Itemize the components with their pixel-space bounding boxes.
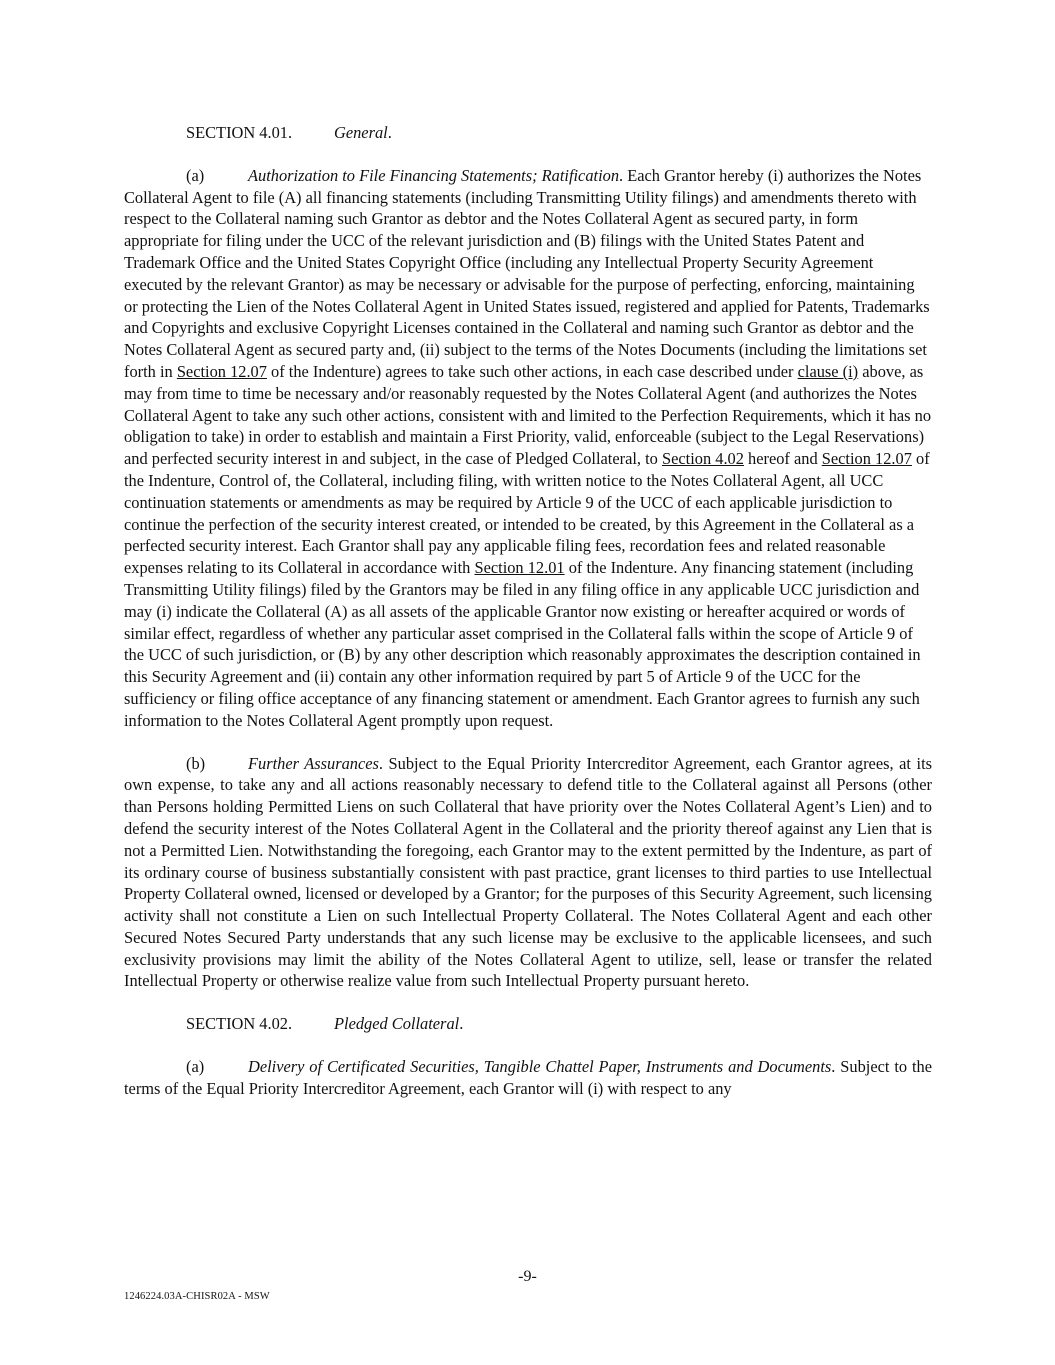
paragraph-text: hereof and	[743, 449, 822, 469]
document-id-footer: 1246224.03A-CHISR02A - MSW	[124, 1291, 270, 1302]
paragraph-marker: (a)	[186, 165, 205, 185]
paragraph-b-further-assurances	[124, 753, 932, 993]
page-number: -9-	[518, 1268, 537, 1285]
section-title: General	[334, 123, 388, 142]
cross-reference: Section 12.01	[474, 558, 565, 578]
paragraph-marker: (a)	[186, 1057, 205, 1077]
cross-reference: Section 12.07	[176, 361, 267, 381]
paragraph-text: of the Indenture) agrees to take such other actions, in each case described under	[266, 361, 798, 381]
paragraph-text: . Each Grantor hereby (i) authorizes the Notes Collateral Agent to file (A) all financing statements (including Transmitting Utility filings) and amendments thereto with respect to the Collateral naming such Grantor as debtor and the Notes Collateral Agent as secured party, in form appropriate for filing under the UCC of the relevant jurisdiction and (B) filings with the United States Patent and Trademark Office and the United States Copyright Office (including any Intellectual Property Security Agreement executed by the relevant Grantor) as may be necessary or advisable for the purpose of perfecting, enforcing, maintaining or protecting the Lien of the Notes Collateral Agent in United States issued, registered and applied for Patents, Trademarks and Copyrights and exclusive Copyright Licenses contained in the Collateral and naming such Grantor as debtor and the Notes Collateral Agent as secured party and, (ii) subject to the terms of the Notes Documents (including the limitations set forth in	[124, 165, 930, 381]
paragraph-marker: (b)	[186, 753, 206, 773]
paragraph-text: . Subject to the Equal Priority Intercreditor Agreement, each Grantor agrees, at its own expense, to take any and all actions reasonably necessary to defend title to the Collateral against all Persons (other than Persons holding Permitted Liens on such Collateral that have priority over the Notes Collateral Agent’s Lien) and to defend the security interest of the Notes Collateral Agent in the Collateral and the priority thereof against any Lien that is not a Permitted Lien. Notwithstanding the foregoing, each Grantor may to the extent permitted by the Indenture, as part of its ordinary course of business substantially consistent with past practice, grant licenses to third parties to use Intellectual Property Collateral owned, licensed or developed by a Grantor; for the purposes of this Security Agreement, such licensing activity shall not constitute a Lien on such Intellectual Property Collateral. The Notes Collateral Agent and each other Secured Notes Secured Party understands that any such license may be exclusive to the applicable licensees, and such exclusivity provisions may limit the ability of the Notes Collateral Agent to utilize, sell, lease or transfer the related Intellectual Property or otherwise realize value from such Intellectual Property pursuant hereto.	[124, 753, 932, 991]
paragraph-title: Delivery of Certificated Securities, Tangible Chattel Paper, Instruments and Documents	[248, 1057, 832, 1077]
document-body	[124, 122, 932, 1121]
paragraph-a-authorization	[124, 165, 932, 732]
section-title: Pledged Collateral	[334, 1014, 460, 1034]
paragraph-4-02-a-delivery	[124, 1056, 932, 1100]
paragraph-title: Authorization to File Financing Statements; Ratification	[248, 165, 620, 185]
paragraph-text: of the Indenture, Control of, the Collateral, including filing, with written notice to the Notes Collateral Agent, all UCC continuation statements or amendments as may be required by Article 9 of the UCC of each applicable jurisdiction to continue the perfection of the security interest created, or intended to be created, by this Agreement in the Collateral as a perfected security interest. Each Grantor shall pay any applicable filing fees, recordation fees and related reasonable expenses relating to its Collateral in accordance with	[124, 449, 930, 578]
cross-reference: Section 12.07	[821, 449, 912, 469]
section-title-suffix: .	[387, 123, 392, 142]
paragraph-text: above, as may from time to time be necessary and/or reasonably requested by the Notes Collateral Agent (and authorizes the Notes Collateral Agent to take any such other actions, consistent with and limited to the Perfection Requirements, which it has no obligation to take) in order to establish and maintain a First Priority, valid, enforceable (subject to the Legal Reservations) and perfected security interest in and subject, in the case of Pledged Collateral, to	[124, 361, 932, 469]
section-4-01-heading	[124, 122, 932, 144]
section-title-suffix: .	[459, 1014, 464, 1034]
section-number: SECTION 4.02.	[186, 1014, 293, 1034]
paragraph-title: Further Assurances	[248, 753, 379, 773]
paragraph-text: . Subject to the terms of the Equal Priority Intercreditor Agreement, each Grantor will (i) with respect to any	[124, 1057, 932, 1098]
section-number: SECTION 4.01.	[186, 123, 293, 142]
paragraph-text: of the Indenture. Any financing statement (including Transmitting Utility filings) filed by the Grantors may be filed in any filing office in any applicable UCC jurisdiction and may (i) indicate the Collateral (A) as all assets of the applicable Grantor now existing or hereafter acquired or words of similar effect, regardless of whether any particular asset comprised in the Collateral falls within the scope of Article 9 of the UCC of such jurisdiction, or (B) by any other description which reasonably approximates the description contained in this Security Agreement and (ii) contain any other information required by part 5 of Article 9 of the UCC for the sufficiency or filing office acceptance of any financing statement or amendment. Each Grantor agrees to furnish any such information to the Notes Collateral Agent promptly upon request.	[124, 558, 921, 730]
cross-reference: clause (i)	[797, 361, 859, 381]
section-4-02-heading	[124, 1013, 932, 1035]
cross-reference: Section 4.02	[661, 449, 744, 469]
